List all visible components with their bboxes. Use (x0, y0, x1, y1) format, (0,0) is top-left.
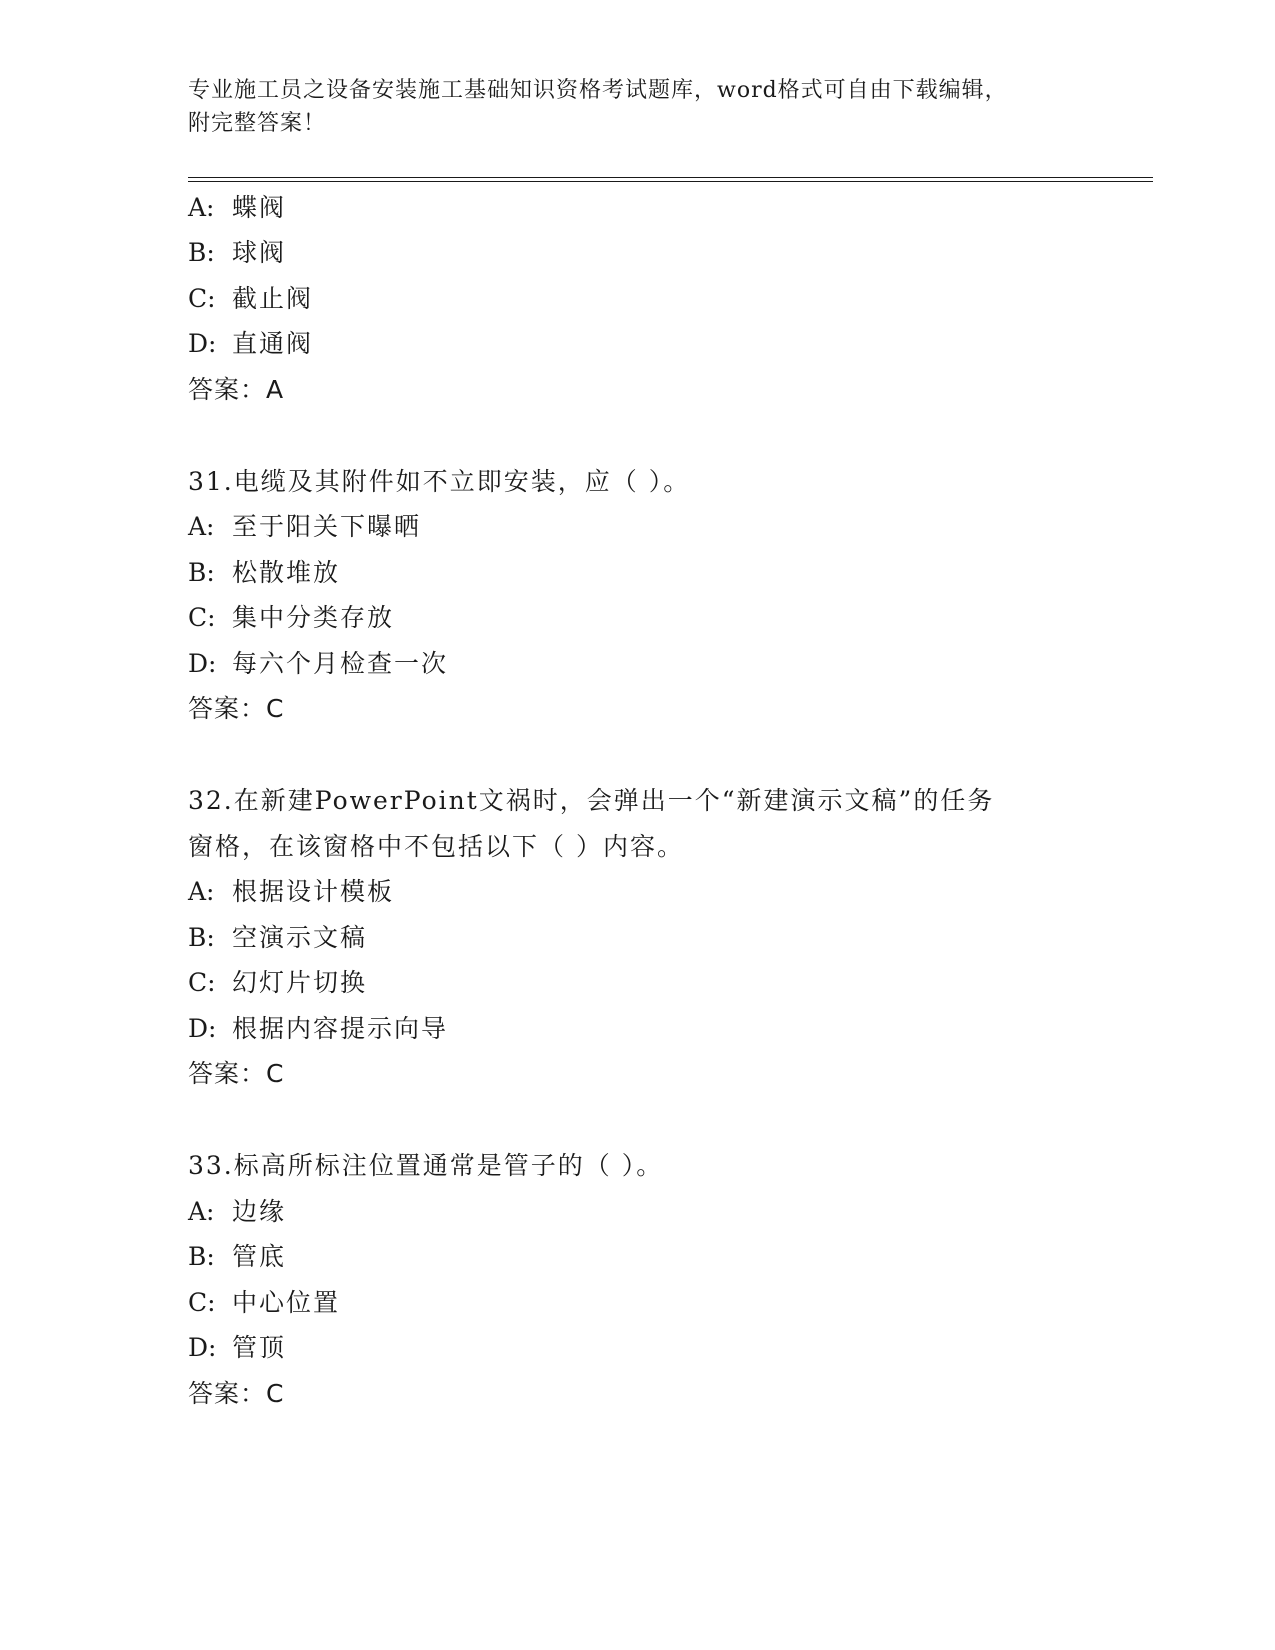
q32-option-c (188, 968, 367, 998)
option-text: 至于阳关下曝晒 (232, 512, 422, 541)
option-letter: B: (188, 923, 215, 952)
q31-option-a (188, 512, 421, 542)
option-text: 中心位置 (232, 1288, 341, 1317)
q33-option-c (188, 1288, 340, 1318)
header-line-2: 附完整答案！ (188, 111, 327, 136)
option-text: 截止阀 (232, 284, 314, 313)
q33-option-d (188, 1333, 286, 1363)
q31-option-b (188, 558, 340, 588)
q30-option-d (188, 329, 313, 359)
q30-option-b (188, 238, 286, 268)
header-divider-bottom (188, 181, 1153, 182)
option-text: 球阀 (232, 238, 287, 267)
option-text: 蝶阀 (232, 193, 287, 222)
q32-option-b (188, 923, 367, 953)
q31-option-d (188, 649, 448, 679)
q32-question-line-1: 32.在新建PowerPoint文祸时，会弹出一个“新建演示文稿”的任务 (188, 786, 995, 815)
option-letter: D: (188, 649, 217, 678)
option-text: 幻灯片切换 (232, 968, 368, 997)
q33-option-a (188, 1197, 286, 1227)
option-letter: C: (188, 1288, 216, 1317)
option-letter: A: (188, 1197, 215, 1226)
option-letter: C: (188, 968, 216, 997)
q31-option-c (188, 603, 394, 633)
option-text: 集中分类存放 (232, 603, 395, 632)
q33-question: 33.标高所标注位置通常是管子的（ ）。 (188, 1151, 664, 1180)
q31-question: 31.电缆及其附件如不立即安装，应（ ）。 (188, 467, 691, 496)
option-text: 管底 (232, 1242, 287, 1271)
option-text: 管顶 (232, 1333, 287, 1362)
q33-answer: 答案：C (188, 1379, 285, 1408)
option-text: 根据设计模板 (232, 877, 395, 906)
option-letter: D: (188, 329, 217, 358)
q33-option-b (188, 1242, 286, 1272)
option-letter: C: (188, 603, 216, 632)
header-line-1: 专业施工员之设备安装施工基础知识资格考试题库，word格式可自由下载编辑， (188, 78, 1008, 103)
option-letter: A: (188, 877, 215, 906)
option-letter: D: (188, 1014, 217, 1043)
q32-question-line-2: 窗格，在该窗格中不包括以下（ ）内容。 (188, 832, 684, 861)
option-letter: C: (188, 284, 216, 313)
option-letter: B: (188, 558, 215, 587)
q32-option-d (188, 1014, 448, 1044)
option-text: 松散堆放 (232, 558, 341, 587)
header-divider-top (188, 177, 1153, 178)
option-letter: B: (188, 238, 215, 267)
option-letter: B: (188, 1242, 215, 1271)
option-text: 根据内容提示向导 (232, 1014, 449, 1043)
q31-answer: 答案：C (188, 694, 285, 723)
option-letter: A: (188, 512, 215, 541)
option-text: 边缘 (232, 1197, 287, 1226)
document-header (188, 74, 1088, 140)
q30-option-c (188, 284, 313, 314)
q32-option-a (188, 877, 394, 907)
q30-answer: 答案：A (188, 375, 285, 404)
option-text: 空演示文稿 (232, 923, 368, 952)
option-text: 每六个月检查一次 (232, 649, 449, 678)
q32-answer: 答案：C (188, 1059, 285, 1088)
option-text: 直通阀 (232, 329, 314, 358)
option-letter: A: (188, 193, 215, 222)
option-letter: D: (188, 1333, 217, 1362)
q30-option-a (188, 193, 286, 223)
